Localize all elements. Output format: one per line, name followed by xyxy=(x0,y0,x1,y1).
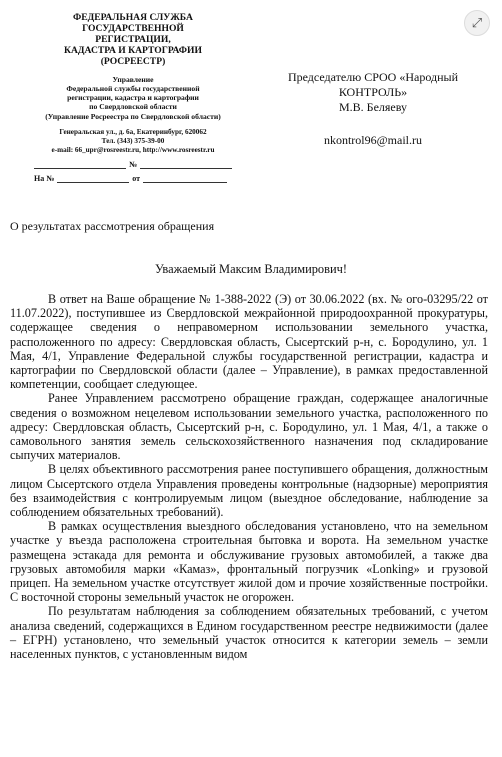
incoming-number-line xyxy=(18,174,248,183)
number-blank xyxy=(140,160,232,169)
paragraph: В целях объективного рассмотрения ранее поступившего обращения, должностным лицом Сысертского отдела Управления проведены контрольные (надзорные) мероприятия без взаимодействия с контролируемым лицом (выездное обследование, наблюдение за соблюдением обязательных требований). xyxy=(10,462,488,520)
paragraph: В ответ на Ваше обращение № 1-388-2022 (Э) от 30.06.2022 (вх. № ого-03295/22 от 11.07.2022), поступившее из Свердловской межрайонной природоохранной прокуратуры, содержащее сведения о неправомерном использовании земельного участка, расположенного по адресу: Свердловская область, Сысертский р-н, с. Бородулино, ул. 1 Мая, 4/1, Управление Федеральной службы государственной регистрации, кадастра и картографии по Свердловской области (далее – Управление), в рамках предоставленной компетенции, сообщает следующее. xyxy=(10,292,488,392)
letter-body xyxy=(10,292,488,661)
agency-name: ФЕДЕРАЛЬНАЯ СЛУЖБА ГОСУДАРСТВЕННОЙ РЕГИСТРАЦИИ, КАДАСТРА И КАРТОГРАФИИ (РОСРЕЕСТР) xyxy=(64,12,202,68)
na-label: На № xyxy=(34,173,55,183)
letter-subject: О результатах рассмотрения обращения xyxy=(10,219,215,233)
addressee: Председателю СРОО «Народный КОНТРОЛЬ» М.В. Беляеву xyxy=(287,70,459,114)
ot-label: от xyxy=(132,173,141,183)
outgoing-number-line xyxy=(18,160,248,169)
na-date-blank xyxy=(143,174,227,183)
expand-icon[interactable]: ⤢ xyxy=(464,10,490,36)
paragraph: В рамках осуществления выездного обследования установлено, что на земельном участке у въезда расположена строительная бытовка и ворота. На земельном участке размещена эстакада для ремонта и обслуживание грузовых автомобилей, а также два грузовых автомобиля марки «Камаз», фронтальный погрузчик «Lonking» и грузовой прицеп. На земельном участке отсутствует жилой дом и прочие хозяйственные постройки. С восточной стороны земельный участок не огорожен. xyxy=(10,519,488,605)
number-sign: № xyxy=(129,159,138,169)
department-name: Управление Федеральной службы государственной регистрации, кадастра и картографии по Свердловской области (Управление Росреестра по Свердловской области) xyxy=(45,75,221,121)
na-number-blank xyxy=(57,174,129,183)
paragraph: Ранее Управлением рассмотрено обращение граждан, содержащее аналогичные сведения о возможном нецелевом использовании земельного участка, расположенного по адресу: Свердловская область, Сысертский р-н, с. Бородулино, ул. 1 Мая, 4/1, а также о самовольного занятия земель сельскохозяйственного назначения под складирование сыпучих материалов. xyxy=(10,391,488,463)
date-blank xyxy=(34,160,126,169)
agency-address: Генеральская ул., д. 6а, Екатеринбург, 620062 Тел. (343) 375-39-00 e-mail: 66_upr@rosreestr.ru, http://www.rosreestr.ru xyxy=(51,127,215,154)
paragraph: По результатам наблюдения за соблюдением обязательных требований, с учетом анализа сведений, содержащихся в Едином государственном реестре недвижимости (далее – ЕГРН) установлено, что земельный участок относится к категории земель – земли населенных пунктов, с установленным видом xyxy=(10,604,488,662)
letterhead xyxy=(18,12,248,183)
greeting: Уважаемый Максим Владимирович! xyxy=(155,262,347,276)
addressee-email: nkontrol96@mail.ru xyxy=(323,133,423,147)
